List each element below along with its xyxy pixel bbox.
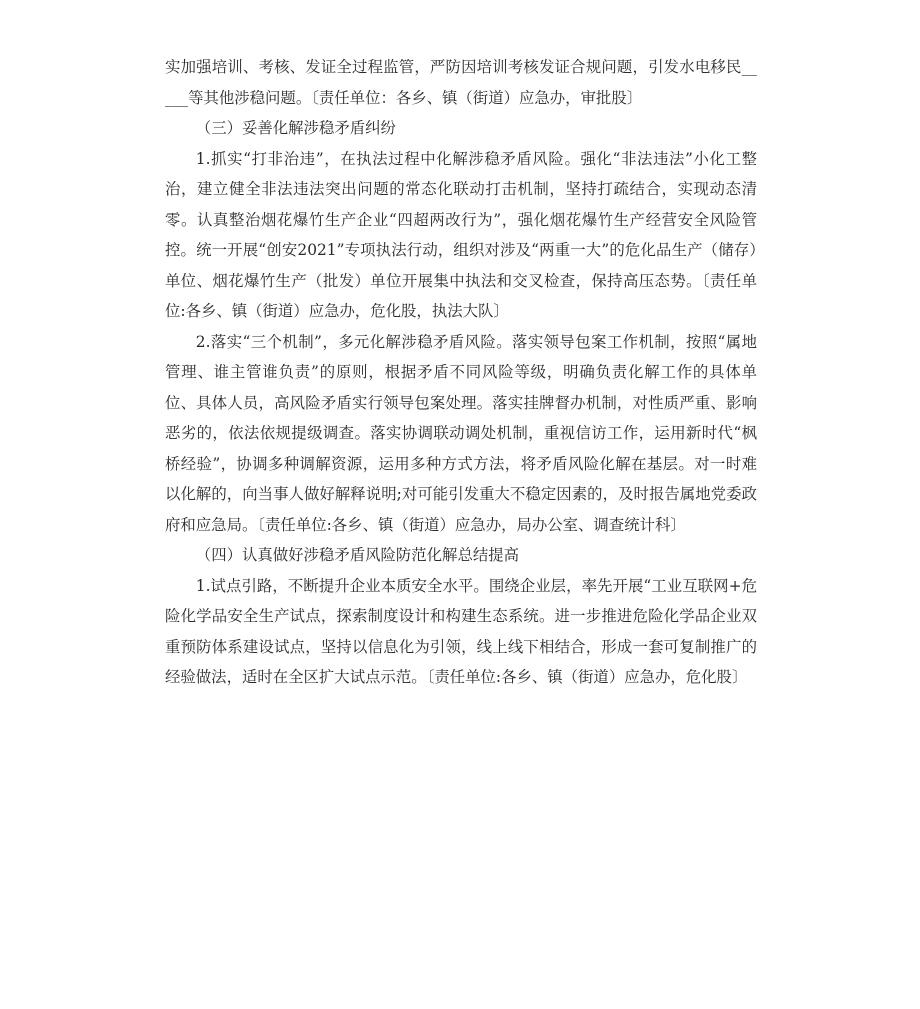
- section-heading-three: （三）妥善化解涉稳矛盾纠纷: [195, 119, 396, 137]
- document-page: [165, 52, 757, 693]
- section-heading-four: （四）认真做好涉稳矛盾风险防范化解总结提高: [195, 546, 520, 564]
- paragraph-item-1-section-four: 1.试点引路，不断提升企业本质安全水平。围绕企业层，率先开展“工业互联网+危险化学品安全生产试点，探索制度设计和构建生态系统。进一步推进危险化学品企业双重预防体系建设试点，坚持以信息化为引领，线上线下相结合，形成一套可复制推广的经验做法，适时在全区扩大试点示范。〔责任单位:各乡、镇（街道）应急办，危化股〕: [165, 576, 757, 686]
- paragraph-item-2: 2.落实“三个机制”，多元化解涉稳矛盾风险。落实领导包案工作机制，按照“属地管理、谁主管谁负责”的原则，根据矛盾不同风险等级，明确负责化解工作的具体单位、具体人员，高风险矛盾实行领导包案处理。落实挂牌督办机制，对性质严重、影响恶劣的，依法依规提级调查。落实协调联动调处机制，重视信访工作，运用新时代“枫桥经验”，协调多种调解资源，运用多种方式方法，将矛盾风险化解在基层。对一时难以化解的，向当事人做好解释说明;对可能引发重大不稳定因素的，及时报告属地党委政府和应急局。〔责任单位:各乡、镇（街道）应急办，局办公室、调查统计科〕: [165, 332, 757, 534]
- paragraph-continuation: 实加强培训、考核、发证全过程监管，严防因培训考核发证合规问题，引发水电移民_____等其他涉稳问题。〔责任单位：各乡、镇（街道）应急办，审批股〕: [165, 58, 757, 107]
- paragraph-item-1: 1.抓实“打非治违”，在执法过程中化解涉稳矛盾风险。强化“非法违法”小化工整治，建立健全非法违法突出问题的常态化联动打击机制，坚持打疏结合，实现动态清零。认真整治烟花爆竹生产企业“四超两改行为”，强化烟花爆竹生产经营安全风险管控。统一开展“创安2021”专项执法行动，组织对涉及“两重一大”的危化品生产（储存）单位、烟花爆竹生产（批发）单位开展集中执法和交叉检查，保持高压态势。〔责任单位:各乡、镇（街道）应急办，危化股，执法大队〕: [165, 149, 757, 320]
